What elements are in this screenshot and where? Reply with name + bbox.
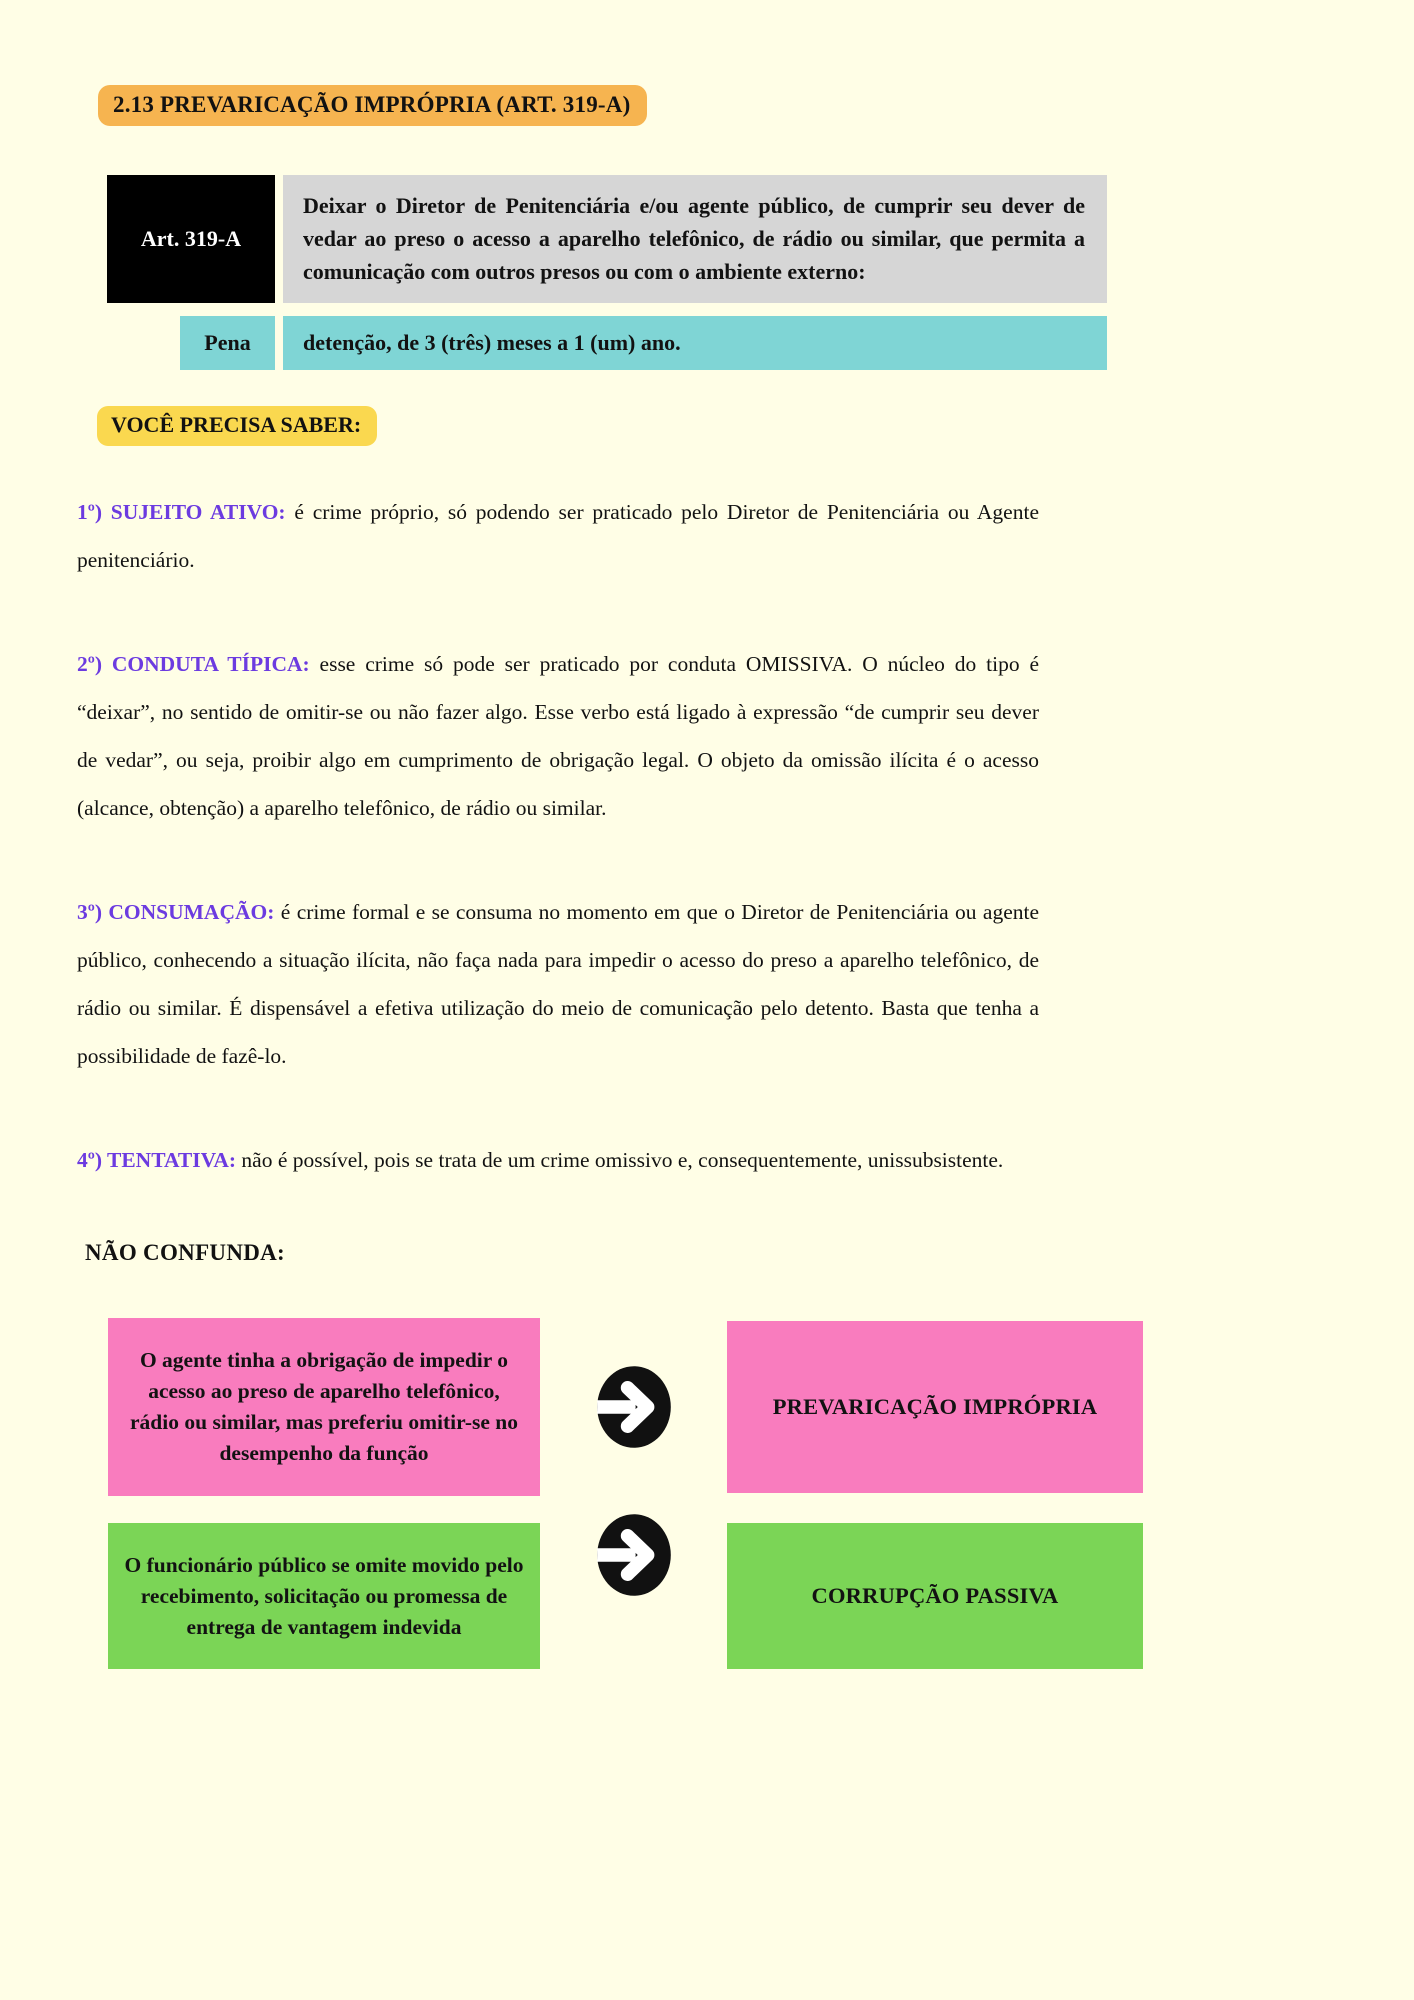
article-table: [107, 175, 1107, 370]
note-text: é crime próprio, só podendo ser praticado pelo Diretor de Penitenciária ou Agente penitenciário.: [77, 500, 1039, 572]
right-arrow-icon: [594, 1363, 674, 1451]
note-label: 4º) TENTATIVA:: [77, 1148, 237, 1172]
note-text: é crime formal e se consuma no momento em que o Diretor de Penitenciária ou agente público, conhecendo a situação ilícita, não faça nada para impedir o acesso do preso a aparelho telefônico, de rádio ou similar. É dispensável a efetiva utilização do meio de comunicação pelo detento. Basta que tenha a possibilidade de fazê-lo.: [77, 900, 1039, 1068]
article-text-cell: Deixar o Diretor de Penitenciária e/ou agente público, de cumprir seu dever de vedar ao preso o acesso a aparelho telefônico, de rádio ou similar, que permita a comunicação com outros presos ou com o ambiente externo:: [283, 175, 1107, 303]
note-sujeito-ativo: [77, 488, 1039, 584]
pena-row: [107, 316, 1107, 370]
note-consumacao: [77, 888, 1039, 1080]
dont-confuse-heading: NÃO CONFUNDA:: [85, 1240, 286, 1265]
crime-result-box: CORRUPÇÃO PASSIVA: [727, 1523, 1143, 1669]
study-notes: [77, 488, 1039, 1184]
right-arrow-icon: [594, 1511, 674, 1599]
article-row: [107, 175, 1107, 303]
article-number-cell: Art. 319-A: [107, 175, 275, 303]
note-conduta-tipica: [77, 640, 1039, 832]
section-title: 2.13 PREVARICAÇÃO IMPRÓPRIA (ART. 319-A): [98, 85, 647, 126]
pena-value-cell: detenção, de 3 (três) meses a 1 (um) ano.: [283, 316, 1107, 370]
note-tentativa: [77, 1136, 1039, 1184]
note-label: 2º) CONDUTA TÍPICA:: [77, 652, 310, 676]
dont-confuse-diagram: [108, 1318, 1414, 1669]
pena-spacer: [107, 316, 172, 370]
crime-result-box: PREVARICAÇÃO IMPRÓPRIA: [727, 1321, 1143, 1493]
case-description-box: O agente tinha a obrigação de impedir o acesso ao preso de aparelho telefônico, rádio ou similar, mas preferiu omitir-se no desempenho da função: [108, 1318, 540, 1496]
arrow-cell: [540, 1511, 727, 1599]
note-label: 3º) CONSUMAÇÃO:: [77, 900, 275, 924]
arrow-cell: [540, 1363, 727, 1451]
note-label: 1º) SUJEITO ATIVO:: [77, 500, 286, 524]
you-need-to-know-heading: VOCÊ PRECISA SABER:: [97, 406, 377, 446]
pena-label-cell: Pena: [180, 316, 275, 370]
note-text: não é possível, pois se trata de um crime omissivo e, consequentemente, unissubsistente.: [241, 1148, 1004, 1172]
note-text: esse crime só pode ser praticado por conduta OMISSIVA. O núcleo do tipo é “deixar”, no sentido de omitir-se ou não fazer algo. Esse verbo está ligado à expressão “de cumprir seu dever de vedar”, ou seja, proibir algo em cumprimento de obrigação legal. O objeto da omissão ilícita é o acesso (alcance, obtenção) a aparelho telefônico, de rádio ou similar.: [77, 652, 1039, 820]
case-description-box: O funcionário público se omite movido pelo recebimento, solicitação ou promessa de entrega de vantagem indevida: [108, 1523, 540, 1669]
